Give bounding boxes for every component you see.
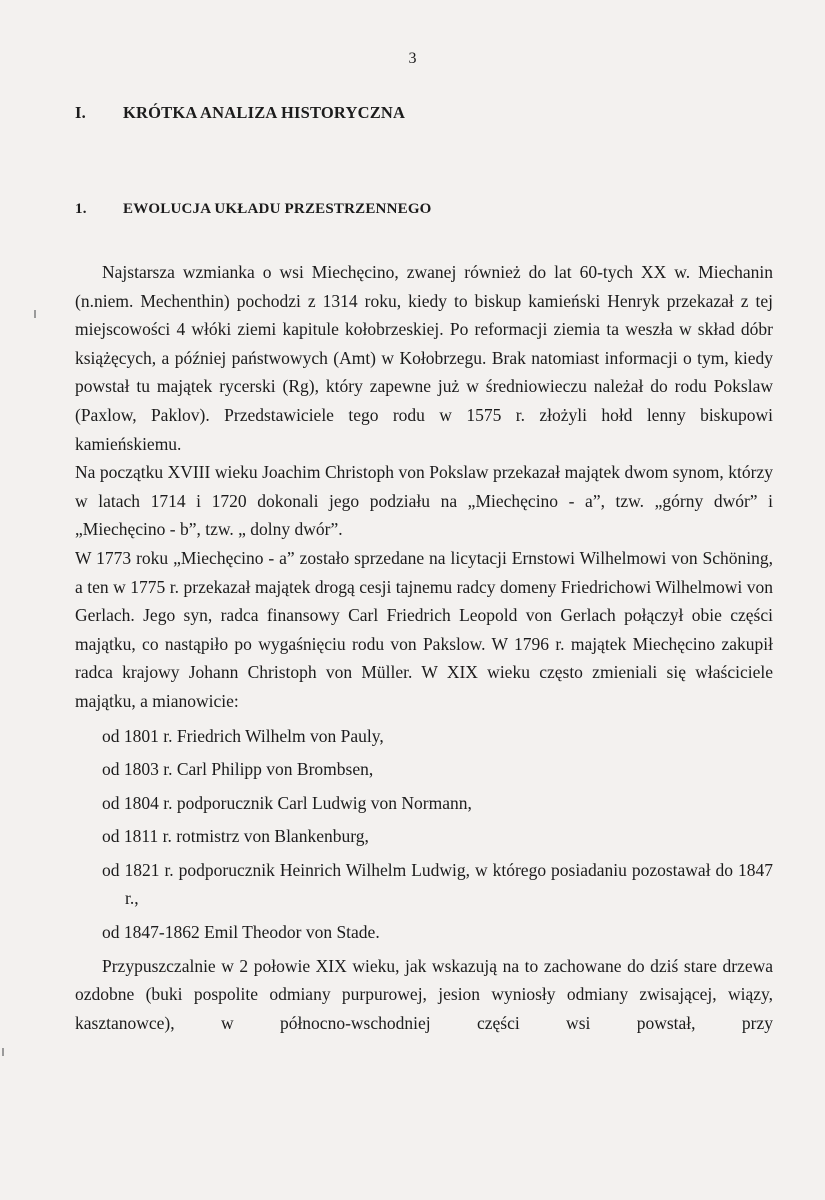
page-number: 3 (408, 50, 417, 67)
subsection-heading (75, 201, 432, 218)
section-heading (75, 103, 405, 123)
list-item: od 1821 r. podporucznik Heinrich Wilhelm Ludwig, w którego posiadaniu pozostawał do 1847 r., (102, 859, 773, 909)
subsection-number: 1. (75, 201, 87, 217)
paragraph-origin: Najstarsza wzmianka o wsi Miechęcino, zwanej również do lat 60-tych XX w. Miechanin (n.niem. Mechenthin) pochodzi z 1314 roku, kiedy to biskup kamieński Henryk przekazał z tej miejscowości 4 włóki ziemi kapitule kołobrzeskiej. Po reformacji ziemia ta weszła w skład dóbr książęcych, a później państwowych (Amt) w Kołobrzegu. Brak natomiast informacji o tym, kiedy powstał tu majątek rycerski (Rg), który zapewne już w średniowieczu należał do rodu Pokslaw (Paxlow, Paklov). Przedstawiciele tego rodu w 1575 r. złożyli hołd lenny biskupowi kamieńskiemu. (75, 262, 773, 454)
list-item: od 1811 r. rotmistrz von Blankenburg, (102, 826, 369, 847)
list-item: od 1847-1862 Emil Theodor von Stade. (102, 922, 380, 943)
scan-mark (34, 310, 36, 318)
paragraph-division: Na początku XVIII wieku Joachim Christoph von Pokslaw przekazał majątek dwom synom, którzy w latach 1714 i 1720 dokonali jego podziału na „Miechęcino - a”, tzw. „górny dwór” i „Miechęcino - b”, tzw. „ dolny dwór”. (75, 462, 773, 540)
section-title: KRÓTKA ANALIZA HISTORYCZNA (123, 103, 406, 122)
document-body (75, 258, 773, 1037)
list-item: od 1804 r. podporucznik Carl Ludwig von Normann, (102, 792, 472, 813)
paragraph-closing: Przypuszczalnie w 2 połowie XIX wieku, jak wskazują na to zachowane do dziś stare drzewa ozdobne (buki pospolite odmiany purpurowej, jesion wyniosły odmiany zwisającej, wiązy, kasztanowce), w północno-wschodniej części wsi powstał, przy (75, 955, 773, 1033)
scan-mark (2, 1048, 4, 1056)
subsection-title: EWOLUCJA UKŁADU PRZESTRZENNEGO (123, 201, 432, 217)
list-item: od 1801 r. Friedrich Wilhelm von Pauly, (102, 725, 384, 746)
list-item: od 1803 r. Carl Philipp von Brombsen, (102, 759, 374, 780)
section-number: I. (75, 103, 86, 122)
owners-list (75, 722, 773, 947)
paragraph-sale: W 1773 roku „Miechęcino - a” zostało sprzedane na licytacji Ernstowi Wilhelmowi von Schöning, a ten w 1775 r. przekazał majątek drogą cesji tajnemu radcy domeny Friedrichowi Wilhelmowi von Gerlach. Jego syn, radca finansowy Carl Friedrich Leopold von Gerlach połączył obie części majątku, co nastąpiło po wygaśnięciu rodu von Pakslow. W 1796 r. majątek Miechęcino zakupił radca krajowy Johann Christoph von Müller. W XIX wieku często zmieniali się właściciele majątku, a mianowicie: (75, 547, 773, 711)
